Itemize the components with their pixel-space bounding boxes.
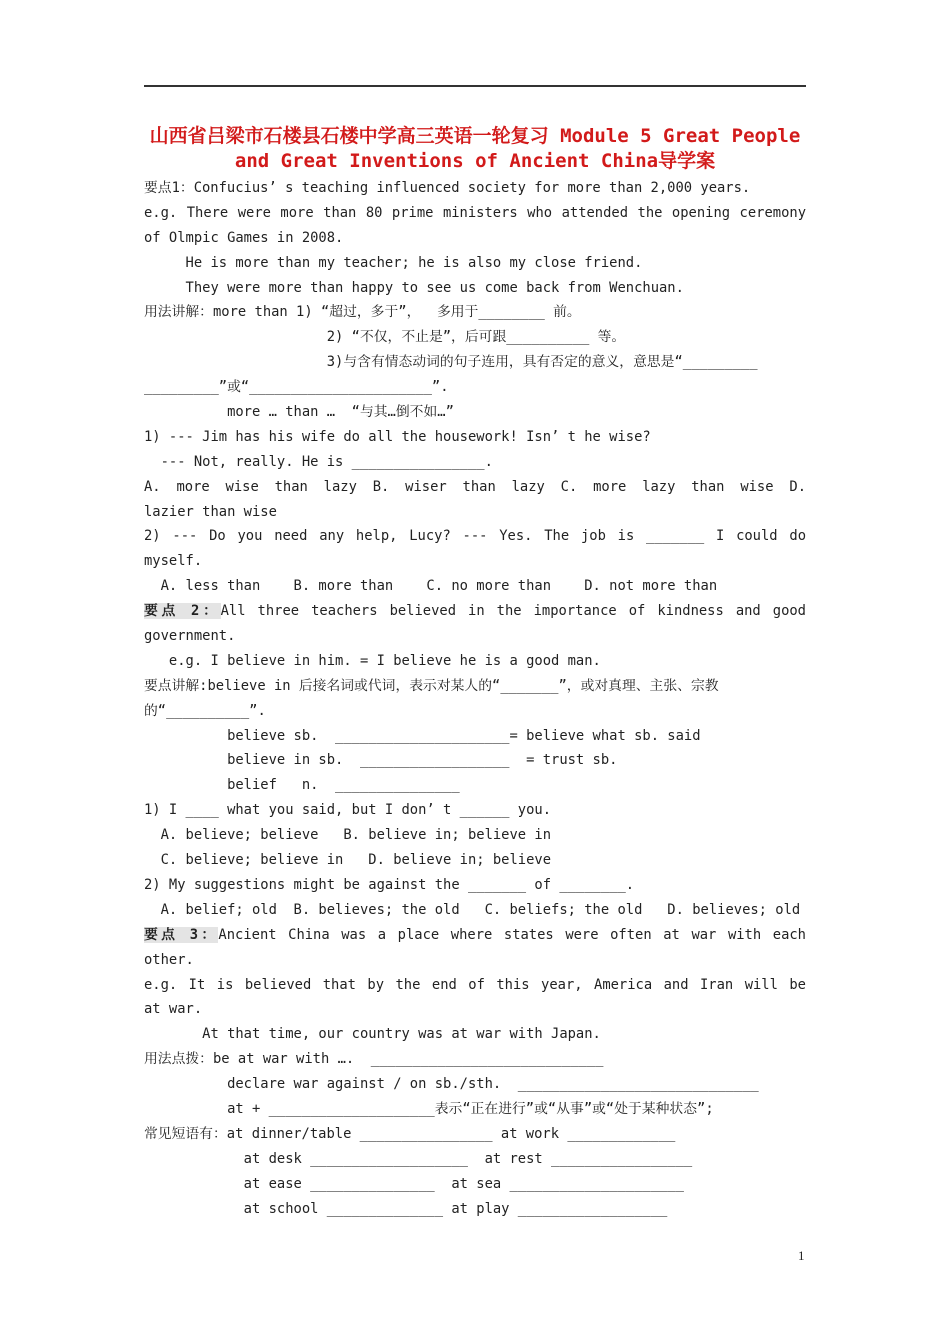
text-line (144, 724, 806, 749)
text-line (144, 748, 806, 773)
line-text: --- Not, really. He is ________________. (144, 453, 493, 470)
text-line (144, 997, 806, 1022)
text-line (144, 823, 806, 848)
line-text: C. believe; believe in D. believe in; believe (144, 852, 552, 869)
text-line (144, 1022, 806, 1047)
text-line (144, 425, 806, 450)
line-text: believe sb. _____________________= believe what sb. said (144, 727, 701, 744)
line-text: A. less than B. more than C. no more than D. not more than (144, 578, 718, 595)
text-line (144, 176, 806, 201)
text-line (144, 325, 806, 350)
line-text: 用法讲解：more than 1) “超过，多于”， 多用于________ 前。 (144, 304, 581, 321)
text-line (144, 873, 806, 898)
line-text: 常见短语有：at dinner/table ________________ at work _____________ (144, 1125, 676, 1142)
text-line (144, 276, 806, 301)
text-line (144, 450, 806, 475)
line-text: declare war against / on sb./sth. _____________________________ (144, 1076, 759, 1093)
line-text: 用法点拨：be at war with …. ____________________________ (144, 1051, 604, 1068)
line-text: e.g. I believe in him. = I believe he is a good man. (144, 652, 601, 669)
text-line (144, 201, 806, 226)
page-number: 1 (798, 1248, 805, 1263)
line-text: At that time, our country was at war with Japan. (144, 1026, 601, 1043)
text-line (144, 649, 806, 674)
line-text: A. belief; old B. believes; the old C. beliefs; the old D. believes; old (144, 901, 801, 918)
line-text: 要点1：Confucius’ s teaching influenced society for more than 2,000 years. (144, 180, 751, 196)
line-text: lazier than wise (144, 503, 277, 520)
text-line (144, 1097, 806, 1122)
line-text: at ease _______________ at sea _____________________ (144, 1175, 684, 1192)
key-point-label: 要点 2： (144, 603, 221, 620)
document-body (144, 176, 806, 1221)
text-line (144, 948, 806, 973)
text-line (144, 1072, 806, 1097)
text-line (144, 1047, 806, 1072)
text-line (144, 1122, 806, 1147)
document-title: 山西省吕梁市石楼县石楼中学高三英语一轮复习 Module 5 Great People and Great Inventions of Ancient China导学案 (149, 125, 801, 172)
line-text: e.g. It is believed that by the end of this year, America and Iran will be (144, 976, 806, 993)
line-text: 2) --- Do you need any help, Lucy? --- Yes. The job is _______ I could do (144, 528, 806, 545)
text-line (144, 674, 806, 699)
text-line (144, 699, 806, 724)
text-line (144, 524, 806, 549)
text-line (144, 848, 806, 873)
line-text: All three teachers believed in the importance of kindness and good (220, 603, 806, 620)
text-line (144, 898, 806, 923)
line-text: _________”或“______________________”. (144, 379, 449, 396)
text-line (144, 549, 806, 574)
line-text: belief n. _______________ (144, 777, 460, 794)
text-line (144, 923, 806, 948)
line-text: government. (144, 628, 236, 645)
header-rule (144, 85, 806, 87)
text-line (144, 350, 806, 375)
line-text: They were more than happy to see us come back from Wenchuan. (144, 279, 684, 296)
text-line (144, 475, 806, 500)
text-line (144, 500, 806, 525)
line-text: 的“__________”. (144, 702, 266, 719)
text-line (144, 798, 806, 823)
text-line (144, 400, 806, 425)
line-text: at school ______________ at play __________________ (144, 1200, 668, 1217)
line-text: other. (144, 951, 194, 968)
line-text: myself. (144, 553, 203, 570)
line-text: at desk ___________________ at rest _________________ (144, 1150, 693, 1167)
line-text: 2) My suggestions might be against the _______ of ________. (144, 876, 635, 893)
text-line (144, 1197, 806, 1222)
text-line (144, 251, 806, 276)
text-line (144, 599, 806, 624)
text-line (144, 973, 806, 998)
line-text: at war. (144, 1001, 203, 1018)
line-text: 1) I ____ what you said, but I don’ t ______ you. (144, 802, 552, 819)
text-line (144, 226, 806, 251)
line-text: 2) “不仅，不止是”，后可跟__________ 等。 (144, 329, 626, 346)
line-text: believe in sb. __________________ = trust sb. (144, 752, 618, 769)
text-line (144, 1147, 806, 1172)
text-line (144, 574, 806, 599)
line-text: 3)与含有情态动词的句子连用，具有否定的意义，意思是“_________ (144, 354, 758, 371)
line-text: A. believe; believe B. believe in; believe in (144, 827, 552, 844)
text-line (144, 375, 806, 400)
line-text: more … than … “与其…倒不如…” (144, 404, 454, 421)
text-line (144, 773, 806, 798)
line-text: Ancient China was a place where states were often at war with each (218, 926, 806, 943)
line-text: 要点讲解:believe in 后接名词或代词，表示对某人的“_______”，或对真理、主张、宗教 (144, 677, 719, 694)
text-line (144, 624, 806, 649)
line-text: A. more wise than lazy B. wiser than lazy C. more lazy than wise D. (144, 478, 806, 495)
line-text: He is more than my teacher; he is also my close friend. (144, 254, 643, 271)
key-point-label: 要点 3： (144, 926, 219, 943)
text-line (144, 300, 806, 325)
line-text: at + ____________________表示“正在进行”或“从事”或“处于某种状态”; (144, 1100, 714, 1117)
text-line (144, 1172, 806, 1197)
line-text: of Olmpic Games in 2008. (144, 229, 344, 246)
line-text: e.g. There were more than 80 prime ministers who attended the opening ceremony (144, 204, 806, 221)
line-text: 1) --- Jim has his wife do all the housework! Isn’ t he wise? (144, 428, 651, 445)
